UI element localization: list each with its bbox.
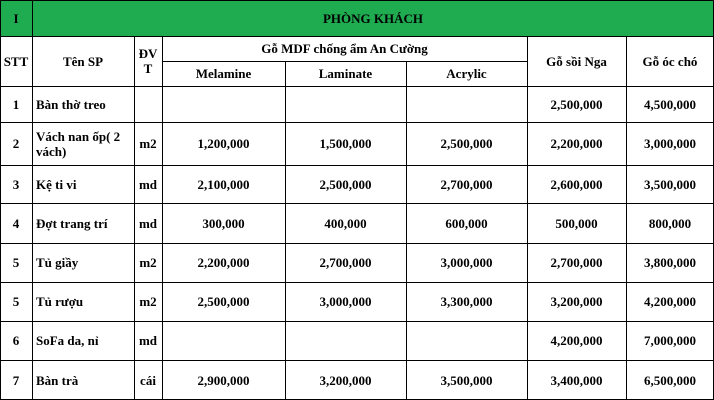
cell-stt: 5	[12, 255, 20, 270]
section-number-cell	[0, 0, 32, 36]
header-oak: Gỗ sồi Nga	[546, 53, 607, 69]
cell-oak-price: 500,000	[555, 215, 598, 231]
cell-laminate-price: 1,500,000	[319, 136, 372, 151]
cell-stt: 3	[12, 176, 20, 192]
cell-acrylic-price: 2,700,000	[440, 176, 493, 192]
cell-oak-price: 4,200,000	[550, 333, 603, 348]
cell-walnut-price: 4,500,000	[644, 96, 696, 112]
header-acrylic: Acrylic	[446, 66, 487, 81]
cell-product-name: Bàn trà	[36, 372, 79, 388]
cell-melamine-price: 300,000	[202, 215, 245, 231]
cell-laminate-price: 2,700,000	[319, 255, 372, 270]
cell-walnut-price: 3,000,000	[644, 136, 696, 151]
cell-walnut-price: 3,500,000	[644, 176, 696, 192]
cell-walnut-price: 800,000	[648, 215, 692, 231]
cell-oak-price: 2,600,000	[550, 176, 603, 192]
cell-unit: md	[138, 215, 158, 231]
cell-acrylic-price: 2,500,000	[440, 136, 493, 151]
cell-melamine-price: 2,100,000	[197, 176, 250, 192]
cell-unit: m2	[139, 136, 157, 151]
cell-product-name: Đợt trang trí	[36, 215, 108, 231]
section-number: I	[13, 10, 19, 26]
cell-unit: md	[138, 176, 158, 192]
header-laminate: Laminate	[318, 66, 373, 81]
cell-acrylic-price: 3,300,000	[440, 294, 493, 309]
header-mdf-group: Gỗ MDF chống ẩm An Cường	[261, 41, 428, 56]
cell-acrylic-price	[406, 321, 527, 360]
cell-product-name: Kệ ti vi	[36, 176, 77, 192]
cell-unit: cái	[140, 372, 156, 388]
cell-acrylic-price: 3,500,000	[440, 372, 493, 388]
cell-product-name: Bàn thờ treo	[36, 96, 106, 112]
cell-unit: md	[138, 333, 158, 348]
cell-melamine-price	[162, 86, 285, 122]
cell-laminate-price: 3,000,000	[319, 294, 372, 309]
cell-melamine-price: 2,200,000	[197, 255, 250, 270]
cell-unit: m2	[139, 294, 157, 309]
header-unit: ĐV T	[138, 46, 158, 76]
cell-walnut-price: 6,500,000	[644, 372, 696, 388]
cell-stt: 1	[12, 96, 20, 112]
cell-walnut-price: 3,800,000	[644, 255, 696, 270]
header-product-name: Tên SP	[62, 53, 104, 69]
cell-acrylic-price	[406, 86, 527, 122]
cell-oak-price: 3,200,000	[550, 294, 603, 309]
section-title-cell	[32, 0, 714, 36]
cell-laminate-price: 2,500,000	[319, 176, 372, 192]
cell-melamine-price	[162, 321, 285, 360]
cell-oak-price: 2,500,000	[550, 96, 603, 112]
cell-oak-price: 2,700,000	[550, 255, 603, 270]
cell-melamine-price: 1,200,000	[197, 136, 250, 151]
header-walnut: Gỗ óc chó	[642, 53, 698, 69]
cell-stt: 7	[12, 372, 20, 388]
cell-laminate-price	[285, 86, 406, 122]
cell-walnut-price: 7,000,000	[644, 333, 696, 348]
header-melamine: Melamine	[195, 66, 252, 81]
cell-melamine-price: 2,900,000	[197, 372, 250, 388]
cell-product-name: Vách nan ốp( 2 vách)	[36, 128, 121, 159]
cell-laminate-price: 400,000	[324, 215, 367, 231]
cell-stt: 5	[12, 294, 20, 309]
cell-unit: m2	[139, 255, 157, 270]
cell-stt: 2	[12, 136, 20, 151]
cell-laminate-price: 3,200,000	[319, 372, 372, 388]
cell-acrylic-price: 600,000	[445, 215, 488, 231]
cell-oak-price: 2,200,000	[550, 136, 603, 151]
cell-oak-price: 3,400,000	[550, 372, 603, 388]
cell-stt: 6	[12, 333, 20, 348]
section-title: PHÒNG KHÁCH	[322, 10, 424, 26]
header-stt: STT	[3, 53, 29, 69]
cell-product-name: SoFa da, nỉ	[36, 333, 99, 348]
cell-walnut-price: 4,200,000	[644, 294, 696, 309]
cell-melamine-price: 2,500,000	[197, 294, 250, 309]
cell-product-name: Tủ giầy	[36, 255, 79, 270]
cell-laminate-price	[285, 321, 406, 360]
cell-acrylic-price: 3,000,000	[440, 255, 493, 270]
cell-stt: 4	[12, 215, 20, 231]
cell-product-name: Tủ rượu	[36, 294, 84, 309]
cell-unit	[134, 86, 162, 122]
